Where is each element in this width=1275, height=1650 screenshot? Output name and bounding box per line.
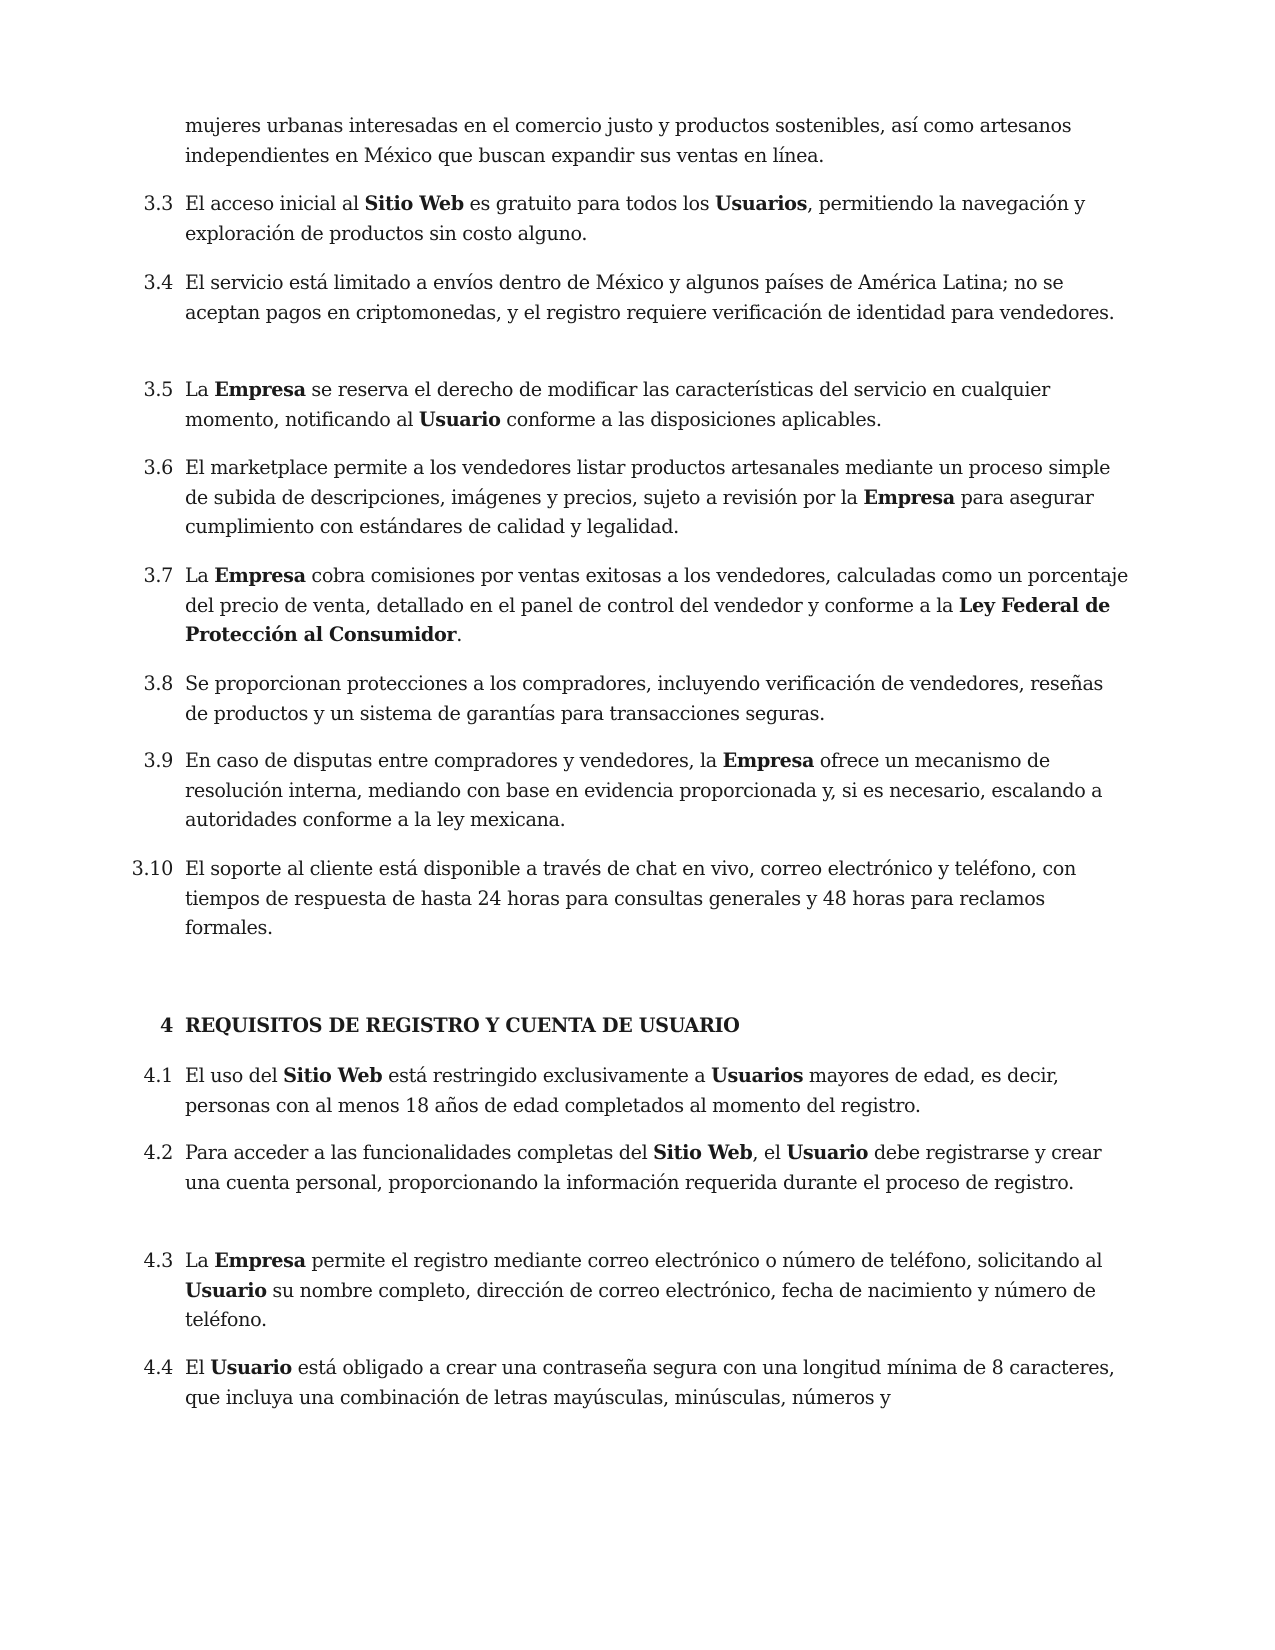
clause-3-7 bbox=[130, 561, 1130, 650]
defined-term: Sitio Web bbox=[364, 192, 464, 215]
clause-text: El marketplace permite a los vendedores listar productos artesanales mediante un proceso simple de subida de descripciones, imágenes y precios, sujeto a revisión por la Empresa para asegurar cumplimiento con estándares de calidad y legalidad. bbox=[185, 456, 1111, 539]
defined-term: Empresa bbox=[214, 378, 306, 401]
clause-text: El acceso inicial al Sitio Web es gratuito para todos los Usuarios, permitiendo la navegación y exploración de productos sin costo alguno. bbox=[185, 192, 1085, 245]
clause-text: El Usuario está obligado a crear una contraseña segura con una longitud mínima de 8 caracteres, que incluya una combinación de letras mayúsculas, minúsculas, números y bbox=[185, 1356, 1115, 1409]
defined-term: Usuarios bbox=[711, 1064, 804, 1087]
clause-text: La Empresa permite el registro mediante correo electrónico o número de teléfono, solicitando al Usuario su nombre completo, dirección de correo electrónico, fecha de nacimiento y número de teléfono. bbox=[185, 1249, 1103, 1332]
clause-3-8 bbox=[130, 669, 1130, 728]
clause-text: La Empresa se reserva el derecho de modificar las características del servicio en cualquier momento, notificando al Usuario conforme a las disposiciones aplicables. bbox=[185, 378, 1050, 431]
paragraph-text: mujeres urbanas interesadas en el comercio justo y productos sostenibles, así como artesanos independientes en México que buscan expandir sus ventas en línea. bbox=[185, 114, 1072, 167]
defined-term: Sitio Web bbox=[283, 1064, 383, 1087]
clause-text: En caso de disputas entre compradores y vendedores, la Empresa ofrece un mecanismo de resolución interna, mediando con base en evidencia proporcionada y, si es necesario, escalando a autoridades conforme a la ley mexicana. bbox=[185, 749, 1103, 832]
defined-term: Sitio Web bbox=[653, 1141, 753, 1164]
clause-text: Para acceder a las funcionalidades completas del Sitio Web, el Usuario debe registrarse y crear una cuenta personal, proporcionando la información requerida durante el proceso de registro. bbox=[185, 1141, 1102, 1194]
defined-term: Empresa bbox=[722, 749, 815, 772]
defined-term: Usuarios bbox=[714, 192, 808, 215]
clause-number: 3.8 bbox=[143, 672, 173, 695]
clause-text: El servicio está limitado a envíos dentro de México y algunos países de América Latina; no se aceptan pagos en criptomonedas, y el registro requiere verificación de identidad para vendedores. bbox=[185, 271, 1115, 324]
defined-term: Usuario bbox=[185, 1278, 267, 1302]
clause-number: 3.10 bbox=[131, 857, 173, 880]
clause-number: 3.9 bbox=[143, 749, 173, 772]
defined-term: Usuario bbox=[210, 1356, 292, 1379]
defined-term: Usuario bbox=[786, 1141, 869, 1164]
clause-3-9 bbox=[130, 746, 1130, 835]
clause-3-10 bbox=[130, 854, 1130, 943]
clause-number: 4.1 bbox=[143, 1064, 173, 1087]
clause-number: 3.5 bbox=[143, 378, 173, 401]
section-4-heading bbox=[130, 1011, 1130, 1041]
clause-number: 3.3 bbox=[143, 192, 173, 215]
clause-4-3 bbox=[130, 1246, 1130, 1335]
clause-4-4 bbox=[130, 1353, 1130, 1412]
defined-term: Usuario bbox=[418, 407, 501, 431]
section-number: 4 bbox=[159, 1014, 173, 1037]
clause-number: 4.3 bbox=[143, 1249, 173, 1272]
clause-4-2 bbox=[130, 1138, 1130, 1197]
defined-term: Empresa bbox=[863, 485, 955, 509]
defined-term: Empresa bbox=[214, 1249, 306, 1272]
clause-text: El uso del Sitio Web está restringido exclusivamente a Usuarios mayores de edad, es decir, personas con al menos 18 años de edad completados al momento del registro. bbox=[185, 1064, 1059, 1117]
clause-number: 4.2 bbox=[143, 1141, 173, 1164]
clause-3-4 bbox=[130, 268, 1130, 327]
section-title: REQUISITOS DE REGISTRO Y CUENTA DE USUARIO bbox=[185, 1014, 740, 1037]
clause-number: 3.6 bbox=[143, 456, 173, 479]
continuation-paragraph bbox=[130, 111, 1130, 170]
clause-3-3 bbox=[130, 189, 1130, 248]
clause-3-5 bbox=[130, 375, 1130, 434]
clause-number: 4.4 bbox=[143, 1356, 173, 1379]
clause-text: El soporte al cliente está disponible a través de chat en vivo, correo electrónico y teléfono, con tiempos de respuesta de hasta 24 horas para consultas generales y 48 horas para reclamos formales. bbox=[185, 857, 1076, 940]
clause-number: 3.4 bbox=[143, 271, 173, 294]
defined-term: Empresa bbox=[214, 564, 306, 587]
defined-term: Ley Federal de Protección al Consumidor bbox=[185, 593, 1110, 647]
clause-number: 3.7 bbox=[143, 564, 173, 587]
clause-3-6 bbox=[130, 453, 1130, 542]
clause-4-1 bbox=[130, 1061, 1130, 1120]
clause-text: La Empresa cobra comisiones por ventas exitosas a los vendedores, calculadas como un porcentaje del precio de venta, detallado en el panel de control del vendedor y conforme a la Ley Federal de Protección al Consumidor. bbox=[185, 564, 1129, 647]
clause-text: Se proporcionan protecciones a los compradores, incluyendo verificación de vendedores, reseñas de productos y un sistema de garantías para transacciones seguras. bbox=[185, 672, 1104, 725]
